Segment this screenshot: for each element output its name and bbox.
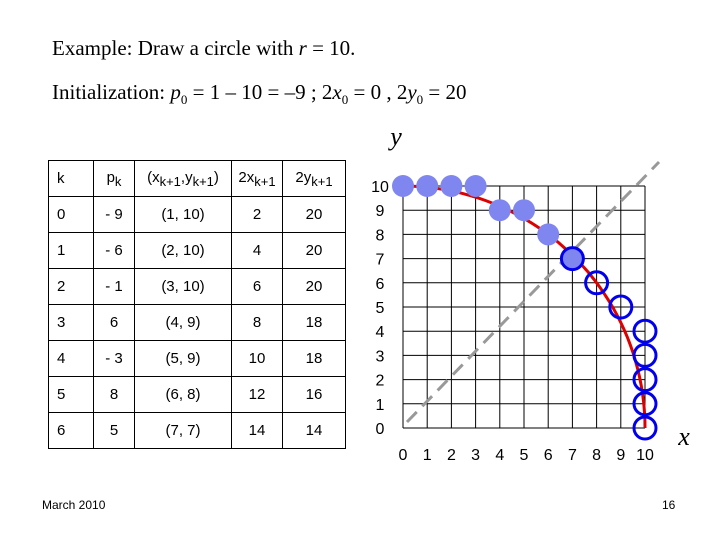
table-cell: (2, 10) (135, 233, 232, 269)
initialization-line: Initialization: $p_0 = 1 - 10 = -9$ ; $2x_0 = 0$ , $2y_0 = 20$ (52, 80, 467, 108)
table-cell: 3 (49, 305, 94, 341)
y-tick-label: 0 (375, 421, 385, 438)
table-cell: (6, 8) (135, 377, 232, 413)
filled-point (537, 223, 559, 245)
table-cell: 14 (232, 413, 283, 449)
table-cell: - 1 (94, 269, 135, 305)
table-cell: 6 (232, 269, 283, 305)
table-cell: 14 (283, 413, 346, 449)
header-2x: $2x_{k+1}$ (232, 161, 283, 197)
table-cell: 20 (283, 233, 346, 269)
table-cell: 20 (283, 269, 346, 305)
x-tick-label: 10 (636, 447, 654, 464)
page-number: 16 (662, 498, 676, 512)
filled-point (440, 175, 462, 197)
table-cell: 6 (94, 305, 135, 341)
table-cell: 2 (49, 269, 94, 305)
table-cell: 5 (49, 377, 94, 413)
x-axis-label: x (678, 422, 690, 451)
header-2y: $2y_{k+1}$ (283, 161, 346, 197)
table-cell: 12 (232, 377, 283, 413)
filled-point (513, 199, 535, 221)
table-cell: 6 (49, 413, 94, 449)
header-pk: $p_k$ (94, 161, 135, 197)
y-tick-label: 9 (375, 203, 385, 221)
y-tick-label: 10 (371, 179, 389, 196)
table-cell: 8 (94, 377, 135, 413)
y-tick-label: 4 (375, 324, 385, 342)
filled-point (416, 175, 438, 197)
table-cell: 16 (283, 377, 346, 413)
header-point: $(x_{k+1},y_{k+1})$ (135, 161, 232, 197)
footer-date: March 2010 (42, 498, 106, 512)
x-tick-label: 4 (495, 447, 505, 464)
table-cell: - 3 (94, 341, 135, 377)
table-cell: 8 (232, 305, 283, 341)
table-cell: 10 (232, 341, 283, 377)
x-tick-label: 5 (519, 447, 529, 464)
y-tick-label: 6 (375, 275, 385, 293)
filled-point (392, 175, 414, 197)
x-tick-label: 1 (422, 447, 432, 464)
x-tick-label: 2 (446, 447, 456, 464)
table-cell: 20 (283, 197, 346, 233)
x-tick-label: 7 (567, 447, 577, 464)
table-cell: 4 (49, 341, 94, 377)
table-cell: (3, 10) (135, 269, 232, 305)
table-cell: (1, 10) (135, 197, 232, 233)
table-cell: 18 (283, 305, 346, 341)
slide-title: Example: Draw a circle with r = 10. (52, 36, 356, 60)
x-tick-label: 0 (398, 447, 408, 464)
x-tick-label: 8 (592, 447, 602, 464)
table-cell: (5, 9) (135, 341, 232, 377)
x-tick-label: 6 (543, 447, 553, 464)
table-cell: - 9 (94, 197, 135, 233)
table-cell: 1 (49, 233, 94, 269)
x-tick-label: 9 (616, 447, 626, 464)
table-cell: 4 (232, 233, 283, 269)
y-axis-label: y (390, 122, 402, 151)
x-tick-label: 3 (471, 447, 481, 464)
table-cell: (4, 9) (135, 305, 232, 341)
table-cell: (7, 7) (135, 413, 232, 449)
y-tick-label: 7 (375, 251, 385, 269)
header-k: k (49, 161, 94, 197)
table-cell: 18 (283, 341, 346, 377)
y-tick-label: 5 (375, 300, 385, 317)
table-cell: 2 (232, 197, 283, 233)
y-tick-label: 3 (375, 348, 385, 366)
filled-point (489, 199, 511, 221)
table-cell: - 6 (94, 233, 135, 269)
y-tick-label: 8 (375, 227, 385, 245)
filled-point (465, 175, 487, 197)
y-tick-label: 2 (375, 372, 385, 390)
table-cell: 0 (49, 197, 94, 233)
table-cell: 5 (94, 413, 135, 449)
y-tick-label: 1 (375, 396, 385, 414)
